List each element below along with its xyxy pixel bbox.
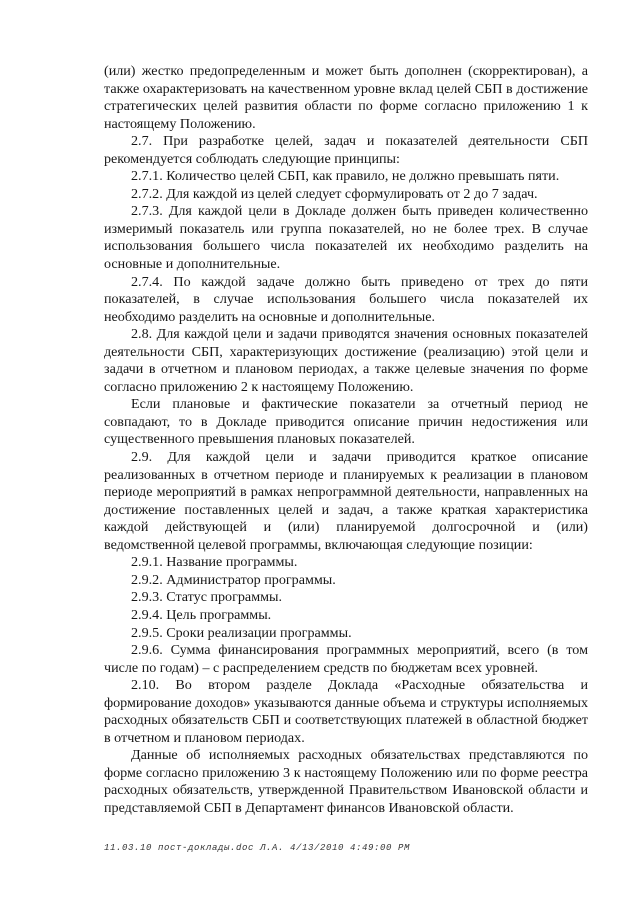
document-body <box>104 63 588 818</box>
paragraph-2-7: 2.7. При разработке целей, задач и показателей деятельности СБП рекомендуется соблюдать следующие принципы: <box>104 133 588 167</box>
paragraph-2-7-1: 2.7.1. Количество целей СБП, как правило, не должно превышать пяти. <box>131 168 560 185</box>
paragraph-2-8-note: Если плановые и фактические показатели за отчетный период не совпадают, то в Докладе приводится описание причин недостижения или существенного превышения плановых показателей. <box>104 396 588 448</box>
paragraph-2-9-6: 2.9.6. Сумма финансирования программных мероприятий, всего (в том числе по годам) – с распределением средств по бюджетам всех уровней. <box>104 642 588 676</box>
paragraph-2-8: 2.8. Для каждой цели и задачи приводятся значения основных показателей деятельности СБП, характеризующих достижение (реализацию) этой цели и задачи в отчетном и плановом периодах, а также целевые значения по форме согласно приложению 2 к настоящему Положению. <box>104 326 588 395</box>
paragraph-2-9-5: 2.9.5. Сроки реализации программы. <box>131 624 352 641</box>
document-footer: 11.03.10 пост-доклады.doc Л.А. 4/13/2010 4:49:00 PM <box>104 843 411 853</box>
paragraph-2-7-2: 2.7.2. Для каждой из целей следует сформулировать от 2 до 7 задач. <box>131 185 538 202</box>
paragraph-2-9-2: 2.9.2. Администратор программы. <box>131 571 336 588</box>
paragraph-2-10-data: Данные об исполняемых расходных обязательствах представляются по форме согласно приложению 3 к настоящему Положению или по форме реестра расходных обязательств, утвержденной Правительством Ивановской области и представляемой СБП в Департамент финансов Ивановской области. <box>104 747 588 816</box>
paragraph-2-9: 2.9. Для каждой цели и задачи приводится краткое описание реализованных в отчетном периоде и планируемых к реализации в плановом периоде мероприятий в рамках непрограммной деятельности, направленных на достижение поставленных целей и задач, а также краткая характеристика каждой действующей и (или) планируемой долгосрочной и (или) ведомственной целевой программы, включающая следующие позиции: <box>104 449 588 553</box>
paragraph-2-9-4: 2.9.4. Цель программы. <box>131 606 272 623</box>
paragraph-2-9-1: 2.9.1. Название программы. <box>131 554 298 571</box>
paragraph-2-7-4: 2.7.4. По каждой задаче должно быть приведено от трех до пяти показателей, в случае использования большего числа показателей их необходимо разделить на основные и дополнительные. <box>104 273 588 325</box>
paragraph-2-10: 2.10. Во втором разделе Доклада «Расходные обязательства и формирование доходов» указываются данные объема и структуры исполняемых расходных обязательств СБП и соответствующих платежей в областной бюджет в отчетном и плановом периодах. <box>104 677 588 746</box>
paragraph-continuation: (или) жестко предопределенным и может быть дополнен (скорректирован), а также охарактеризовать на качественном уровне вклад целей СБП в достижение стратегических целей развития области по форме согласно приложению 1 к настоящему Положению. <box>104 63 588 132</box>
paragraph-2-9-3: 2.9.3. Статус программы. <box>131 589 283 606</box>
paragraph-2-7-3: 2.7.3. Для каждой цели в Докладе должен быть приведен количественно измеримый показатель или группа показателей, но не более трех. В случае использования большего числа показателей их необходимо разделить на основные и дополнительные. <box>104 203 588 273</box>
